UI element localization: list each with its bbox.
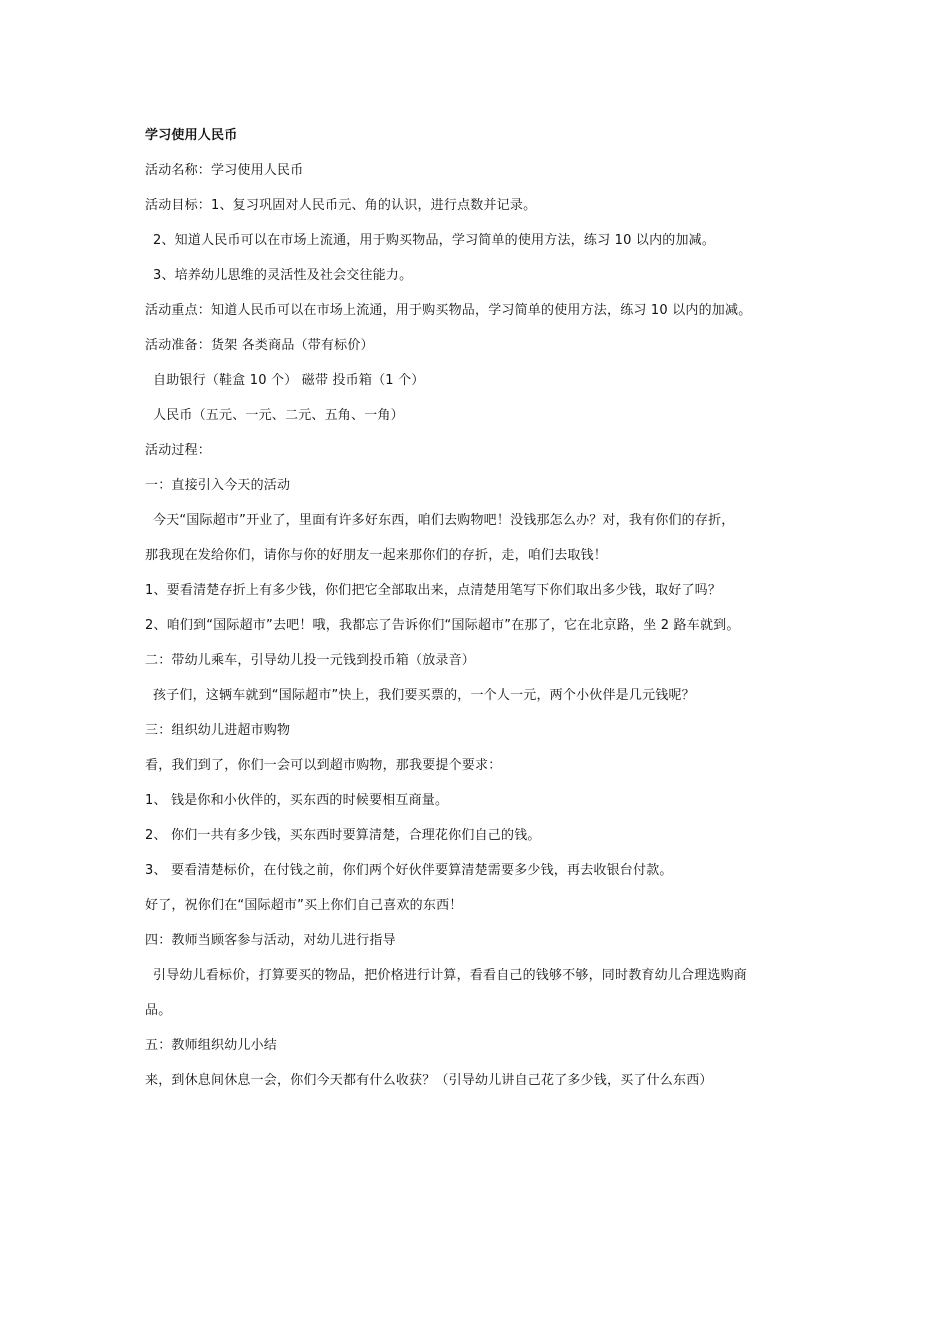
section-3-heading: 三：组织幼儿进超市购物 xyxy=(145,723,291,738)
document-title: 学习使用人民币 xyxy=(145,128,238,143)
activity-prep-2: 自助银行（鞋盒 10 个） 磁带 投币箱（1 个） xyxy=(153,373,425,388)
activity-name: 活动名称：学习使用人民币 xyxy=(145,163,304,178)
activity-process-heading: 活动过程： xyxy=(145,443,212,458)
activity-prep: 活动准备：货架 各类商品（带有标价） xyxy=(145,338,374,353)
section-1-heading: 一：直接引入今天的活动 xyxy=(145,478,291,493)
section-1-item-2: 2、咱们到“国际超市”去吧！哦，我都忘了告诉你们“国际超市”在那了，它在北京路，坐 2 路车就到。 xyxy=(145,618,740,633)
section-2-heading: 二：带幼儿乘车，引导幼儿投一元钱到投币箱（放录音） xyxy=(145,653,476,668)
activity-prep-3: 人民币（五元、一元、二元、五角、一角） xyxy=(153,408,404,423)
section-1-item-1: 1、要看清楚存折上有多少钱，你们把它全部取出来，点清楚用笔写下你们取出多少钱，取好了吗？ xyxy=(145,583,722,598)
activity-focus: 活动重点：知道人民币可以在市场上流通，用于购买物品，学习简单的使用方法，练习 10 以内的加减。 xyxy=(145,303,752,318)
section-3-intro: 看，我们到了，你们一会可以到超市购物，那我要提个要求： xyxy=(145,758,502,773)
activity-goal-3: 3、培养幼儿思维的灵活性及社会交往能力。 xyxy=(153,268,413,283)
section-5-heading: 五：教师组织幼儿小结 xyxy=(145,1038,278,1053)
section-4-para-1: 引导幼儿看标价，打算要买的物品，把价格进行计算，看看自己的钱够不够，同时教育幼儿合理选购商 xyxy=(153,968,748,983)
section-1-para-1: 今天“国际超市”开业了，里面有许多好东西，咱们去购物吧！没钱那怎么办？对，我有你们的存折， xyxy=(153,513,735,528)
section-3-item-3: 3、 要看清楚标价，在付钱之前，你们两个好伙伴要算清楚需要多少钱，再去收银台付款。 xyxy=(145,863,673,878)
section-3-closing: 好了，祝你们在“国际超市”买上你们自己喜欢的东西！ xyxy=(145,898,463,913)
section-4-heading: 四：教师当顾客参与活动，对幼儿进行指导 xyxy=(145,933,396,948)
activity-goal-1: 活动目标：1、复习巩固对人民币元、角的认识，进行点数并记录。 xyxy=(145,198,537,213)
section-5-para: 来，到休息间休息一会，你们今天都有什么收获？（引导幼儿讲自己花了多少钱，买了什么东西） xyxy=(145,1073,713,1088)
section-1-para-2: 那我现在发给你们，请你与你的好朋友一起来那你们的存折，走，咱们去取钱！ xyxy=(145,548,608,563)
section-3-item-2: 2、 你们一共有多少钱，买东西时要算清楚，合理花你们自己的钱。 xyxy=(145,828,541,843)
section-4-para-2: 品。 xyxy=(145,1003,172,1018)
section-3-item-1: 1、 钱是你和小伙伴的，买东西的时候要相互商量。 xyxy=(145,793,449,808)
section-2-para: 孩子们，这辆车就到“国际超市”快上，我们要买票的，一个人一元，两个小伙伴是几元钱呢？ xyxy=(153,688,695,703)
activity-goal-2: 2、知道人民币可以在市场上流通，用于购买物品，学习简单的使用方法，练习 10 以内的加减。 xyxy=(153,233,716,248)
